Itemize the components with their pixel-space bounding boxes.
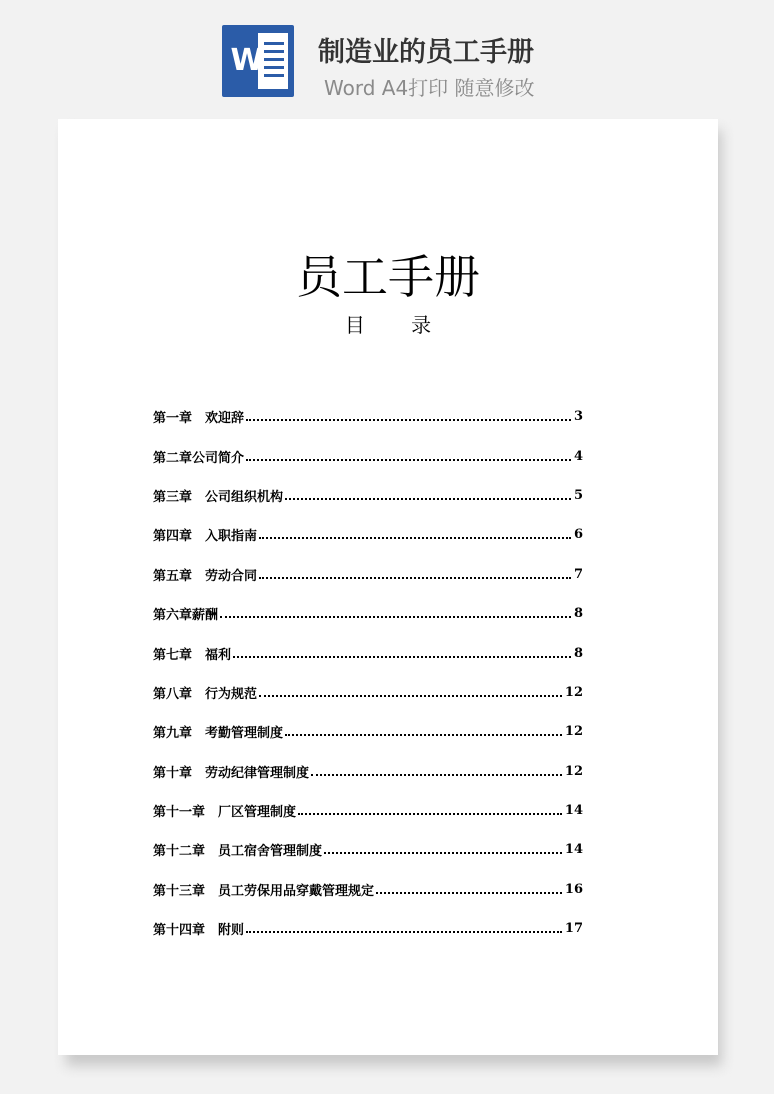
document-subtitle: 目 录	[344, 313, 432, 337]
toc-dot-leader	[324, 851, 562, 854]
toc-gap	[192, 486, 205, 505]
watermark	[58, 874, 164, 974]
toc-gap	[192, 722, 205, 741]
toc-entry-title: 欢迎辞	[205, 411, 245, 427]
table-of-contents	[153, 397, 583, 948]
toc-row[interactable]	[153, 397, 583, 436]
toc-page-number: 16	[564, 881, 583, 897]
toc-chapter-label: 第十四章	[153, 923, 206, 939]
document-title: 员工手册	[296, 250, 480, 304]
toc-gap	[192, 525, 205, 544]
toc-entry-title: 员工劳保用品穿戴管理规定	[218, 883, 375, 899]
toc-page-number: 4	[573, 448, 583, 464]
toc-dot-leader	[376, 891, 562, 894]
toc-gap	[205, 919, 218, 938]
toc-dot-leader	[298, 812, 562, 815]
toc-page-number: 17	[564, 921, 583, 937]
toc-page-number: 12	[564, 724, 583, 740]
toc-row[interactable]	[153, 870, 583, 909]
toc-chapter-label: 第七章	[153, 647, 193, 663]
toc-gap	[192, 762, 205, 781]
toc-row[interactable]	[153, 752, 583, 791]
toc-chapter-label: 第四章	[153, 529, 193, 545]
toc-row[interactable]	[153, 791, 583, 830]
toc-dot-leader	[233, 655, 571, 658]
toc-gap	[205, 880, 218, 899]
toc-dot-leader	[259, 536, 571, 539]
toc-chapter-label: 第五章	[153, 568, 193, 584]
word-icon	[222, 25, 294, 97]
toc-entry-title: 福利	[205, 647, 232, 663]
toc-gap	[192, 565, 205, 584]
toc-entry-title: 入职指南	[205, 529, 258, 545]
toc-entry-title: 公司简介	[192, 450, 245, 466]
header	[0, 0, 774, 110]
toc-dot-leader	[285, 733, 562, 736]
toc-dot-leader	[246, 930, 562, 933]
toc-chapter-label: 第八章	[153, 686, 193, 702]
toc-row[interactable]	[153, 476, 583, 515]
toc-chapter-label: 第六章	[153, 608, 193, 624]
toc-dot-leader	[285, 497, 571, 500]
toc-chapter-label: 第二章	[153, 450, 193, 466]
toc-gap	[192, 644, 205, 663]
toc-row[interactable]	[153, 673, 583, 712]
document-page	[58, 119, 718, 1055]
toc-page-number: 8	[573, 645, 583, 661]
toc-dot-leader	[259, 694, 562, 697]
toc-row[interactable]	[153, 830, 583, 869]
toc-gap	[192, 683, 205, 702]
header-title: 制造业的员工手册	[318, 37, 534, 68]
toc-page-number: 7	[573, 566, 583, 582]
toc-page-number: 3	[573, 409, 583, 425]
toc-chapter-label: 第一章	[153, 411, 193, 427]
toc-row[interactable]	[153, 712, 583, 751]
toc-entry-title: 厂区管理制度	[218, 805, 297, 821]
toc-chapter-label: 第十二章	[153, 844, 206, 860]
watermark	[582, 414, 693, 514]
toc-page-number: 12	[564, 684, 583, 700]
toc-row[interactable]	[153, 555, 583, 594]
toc-page-number: 14	[564, 803, 583, 819]
toc-chapter-label: 第九章	[153, 726, 193, 742]
toc-entry-title: 劳动合同	[205, 568, 258, 584]
toc-gap	[205, 801, 218, 820]
toc-dot-leader	[259, 576, 571, 579]
toc-dot-leader	[246, 418, 571, 421]
toc-page-number: 14	[564, 842, 583, 858]
toc-gap	[192, 407, 205, 426]
toc-chapter-label: 第十章	[153, 765, 193, 781]
toc-entry-title: 薪酬	[192, 608, 219, 624]
toc-entry-title: 劳动纪律管理制度	[205, 765, 310, 781]
toc-dot-leader	[311, 773, 562, 776]
toc-page-number: 5	[573, 487, 583, 503]
toc-entry-title: 附则	[218, 923, 245, 939]
header-subtitle: Word A4打印 随意修改	[324, 76, 535, 100]
toc-page-number: 8	[573, 606, 583, 622]
toc-row[interactable]	[153, 436, 583, 475]
toc-chapter-label: 第十一章	[153, 805, 206, 821]
toc-gap	[205, 840, 218, 859]
toc-row[interactable]	[153, 909, 583, 948]
toc-page-number: 6	[573, 527, 583, 543]
toc-row[interactable]	[153, 594, 583, 633]
word-icon-letter: W	[230, 43, 264, 78]
toc-row[interactable]	[153, 633, 583, 672]
toc-entry-title: 员工宿舍管理制度	[218, 844, 323, 860]
toc-chapter-label: 第十三章	[153, 883, 206, 899]
toc-dot-leader	[246, 458, 571, 461]
toc-dot-leader	[220, 615, 571, 618]
toc-page-number: 12	[564, 763, 583, 779]
toc-chapter-label: 第三章	[153, 489, 193, 505]
toc-entry-title: 考勤管理制度	[205, 726, 284, 742]
toc-entry-title: 公司组织机构	[205, 489, 284, 505]
toc-row[interactable]	[153, 515, 583, 554]
toc-entry-title: 行为规范	[205, 686, 258, 702]
